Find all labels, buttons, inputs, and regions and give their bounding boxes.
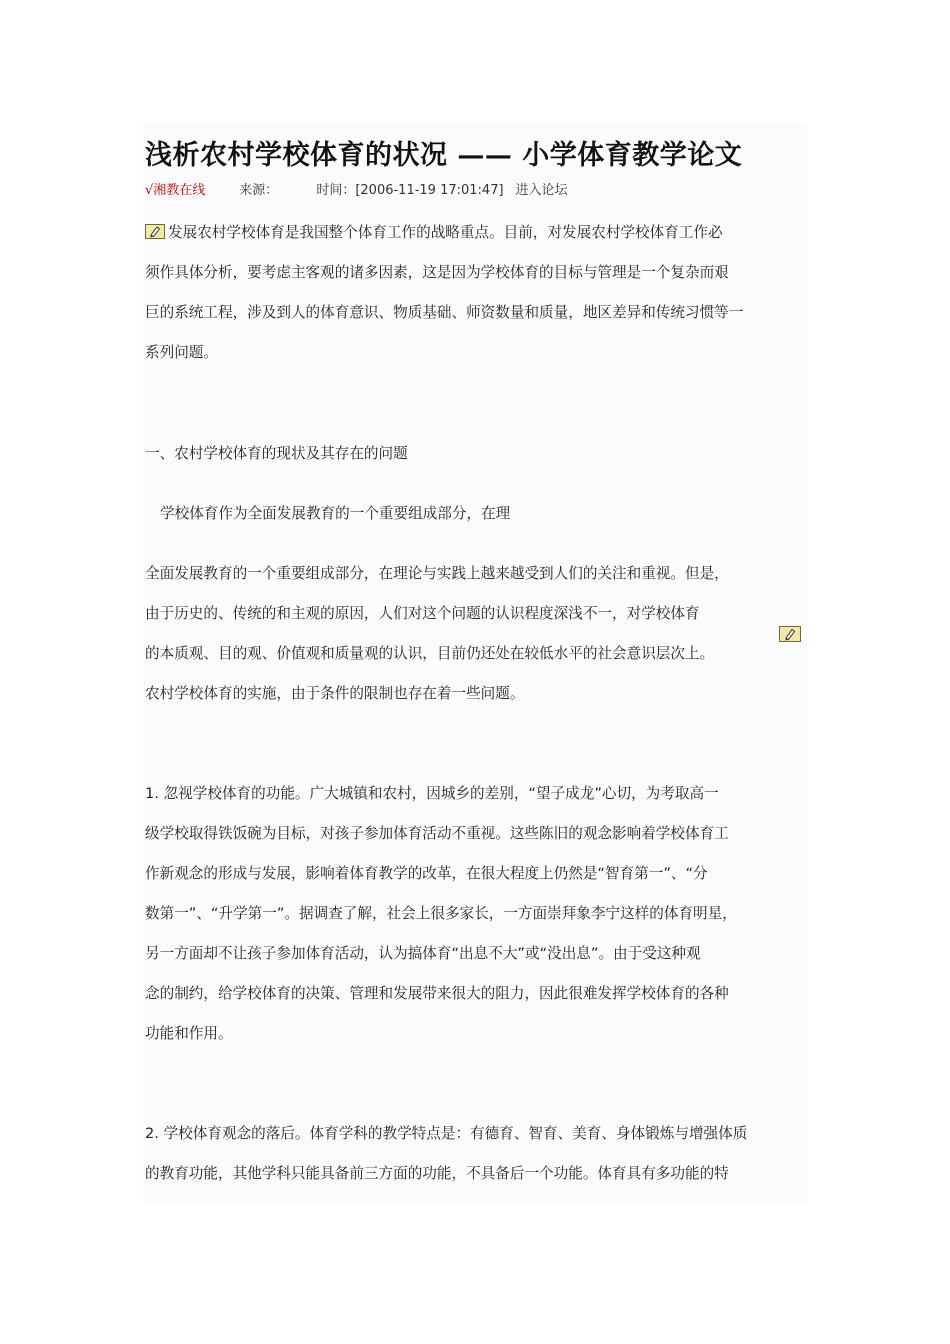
article-title: 浅析农村学校体育的状况 —— 小学体育教学论文	[145, 140, 743, 171]
intro-line-0: 发展农村学校体育是我国整个体育工作的战略重点。目前，对发展农村学校体育工作必	[168, 224, 723, 241]
time-label: 时间：	[316, 183, 356, 198]
section-subline	[145, 494, 807, 534]
time-value: [2006-11-19 17:01:47]	[355, 183, 504, 198]
point2-line-0: 2. 学校体育观念的落后。体育学科的教学特点是：有德育、智育、美育、身体锻炼与增强体质	[145, 1125, 748, 1142]
note-pencil-icon	[779, 626, 801, 642]
point1-line-0: 1. 忽视学校体育的功能。广大城镇和农村，因城乡的差别，“望子成龙”心切，为考取高一	[145, 785, 719, 802]
source-name-link[interactable]: √湘教在线	[145, 183, 206, 198]
point1-line-3: 数第一”、“升学第一”。据调查了解，社会上很多家长，一方面崇拜象李宁这样的体育明星，	[145, 905, 737, 922]
section-heading	[145, 434, 807, 474]
point1-line-1: 级学校取得铁饭碗为目标，对孩子参加体育活动不重视。这些陈旧的观念影响着学校体育工	[145, 825, 729, 842]
point2-paragraph	[145, 1114, 807, 1194]
section1-line-2: 的本质观、目的观、价值观和质量观的认识，目前仍还处在较低水平的社会意识层次上。	[145, 645, 715, 662]
section1-heading: 一、农村学校体育的现状及其存在的问题	[145, 445, 408, 462]
point2-line-1: 的教育功能，其他学科只能具备前三方面的功能，不具备后一个功能。体育具有多功能的特	[145, 1165, 729, 1182]
intro-line-2: 巨的系统工程，涉及到人的体育意识、物质基础、师资数量和质量，地区差异和传统习惯等一	[145, 304, 744, 321]
section1-line-3: 农村学校体育的实施，由于条件的限制也存在着一些问题。	[145, 685, 525, 702]
intro-line-1: 须作具体分析，要考虑主客观的诸多因素，这是因为学校体育的目标与管理是一个复杂而艰	[145, 264, 729, 281]
point1-line-6: 功能和作用。	[145, 1025, 233, 1042]
note-pencil-icon	[145, 224, 165, 239]
point1-line-2: 作新观念的形成与发展，影响着体育教学的改革，在很大程度上仍然是“智育第一”、“分	[145, 865, 708, 882]
section1-line-0: 全面发展教育的一个重要组成部分，在理论与实践上越来越受到人们的关注和重视。但是，	[145, 565, 729, 582]
section1-paragraph	[145, 554, 807, 714]
intro-paragraph	[145, 213, 807, 373]
section1-line-1: 由于历史的、传统的和主观的原因，人们对这个问题的认识程度深浅不一，对学校体育	[145, 605, 700, 622]
section1-subline: 学校体育作为全面发展教育的一个重要组成部分，在理	[160, 505, 511, 522]
point1-paragraph	[145, 774, 807, 1054]
article-meta	[145, 179, 568, 198]
forum-link[interactable]: 进入论坛	[515, 183, 568, 198]
point1-line-4: 另一方面却不让孩子参加体育活动，认为搞体育“出息不大”或“没出息”。由于受这种观	[145, 945, 701, 962]
article	[143, 123, 807, 1203]
point1-line-5: 念的制约，给学校体育的决策、管理和发展带来很大的阻力，因此很难发挥学校体育的各种	[145, 985, 729, 1002]
source-label: 来源：	[239, 183, 279, 198]
paragraph-line	[145, 213, 807, 253]
intro-line-3: 系列问题。	[145, 344, 218, 361]
